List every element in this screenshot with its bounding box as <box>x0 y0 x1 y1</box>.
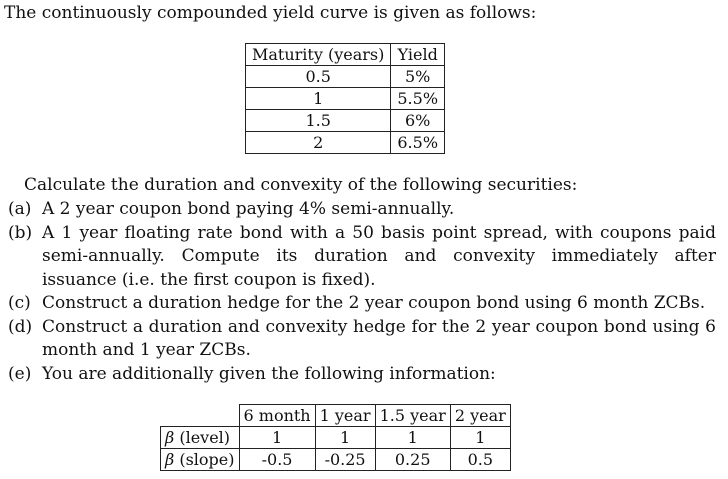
table-cell: 1 <box>315 427 375 449</box>
beta-symbol: β <box>165 428 175 447</box>
part-text: Construct a duration and convexity hedge for the 2 year coupon bond using 6 month and 1 year ZCBs. <box>42 316 716 360</box>
list-item <box>8 292 716 316</box>
table-header-row <box>161 405 511 427</box>
table-row <box>161 427 511 449</box>
yield-cell: 6% <box>391 110 445 132</box>
table-cell: 1 <box>450 427 510 449</box>
part-text: You are additionally given the following information: <box>42 363 496 384</box>
empty-corner-cell <box>161 405 240 427</box>
part-text: A 1 year floating rate bond with a 50 basis point spread, with coupons paid semi-annually. Compute its duration and convexity immediately after issuance (i.e. the first coupon is fixed). <box>42 222 716 290</box>
question-text: Calculate the duration and convexity of the following securities: <box>24 175 578 195</box>
factor-beta-table <box>160 404 511 471</box>
list-item <box>8 198 716 222</box>
column-header: 1.5 year <box>375 405 450 427</box>
part-label: (e) <box>8 363 32 384</box>
row-label <box>161 427 240 449</box>
table-row <box>246 88 445 110</box>
yield-cell: 5.5% <box>391 88 445 110</box>
yield-header: Yield <box>391 44 445 66</box>
table-cell: 1 <box>375 427 450 449</box>
row-label <box>161 449 240 471</box>
column-header: 1 year <box>315 405 375 427</box>
part-label: (d) <box>8 316 33 337</box>
part-label: (b) <box>8 222 33 243</box>
table-row <box>161 449 511 471</box>
table-cell: 0.25 <box>375 449 450 471</box>
table-row <box>246 110 445 132</box>
part-text: A 2 year coupon bond paying 4% semi-annually. <box>42 199 455 219</box>
column-header: 2 year <box>450 405 510 427</box>
maturity-cell: 0.5 <box>246 66 391 88</box>
row-label-text: (level) <box>179 428 231 447</box>
maturity-cell: 1 <box>246 88 391 110</box>
table-header-row <box>246 44 445 66</box>
row-label-text: (slope) <box>179 450 235 469</box>
table-row <box>246 66 445 88</box>
question-parts-list <box>8 198 716 386</box>
part-label: (c) <box>8 293 31 313</box>
maturity-header: Maturity (years) <box>246 44 391 66</box>
list-item <box>8 222 716 293</box>
part-label: (a) <box>8 199 32 219</box>
intro-text: The continuously compounded yield curve is given as follows: <box>4 3 537 23</box>
table-cell: 0.5 <box>450 449 510 471</box>
maturity-cell: 2 <box>246 132 391 154</box>
list-item <box>8 363 716 387</box>
table-row <box>246 132 445 154</box>
yield-cell: 5% <box>391 66 445 88</box>
table-cell: 1 <box>239 427 315 449</box>
part-text: Construct a duration hedge for the 2 year coupon bond using 6 month ZCBs. <box>42 293 706 313</box>
column-header: 6 month <box>239 405 315 427</box>
beta-symbol: β <box>165 450 175 469</box>
table-cell: -0.25 <box>315 449 375 471</box>
yield-cell: 6.5% <box>391 132 445 154</box>
table-cell: -0.5 <box>239 449 315 471</box>
maturity-cell: 1.5 <box>246 110 391 132</box>
list-item <box>8 316 716 363</box>
yield-curve-table <box>245 43 445 154</box>
